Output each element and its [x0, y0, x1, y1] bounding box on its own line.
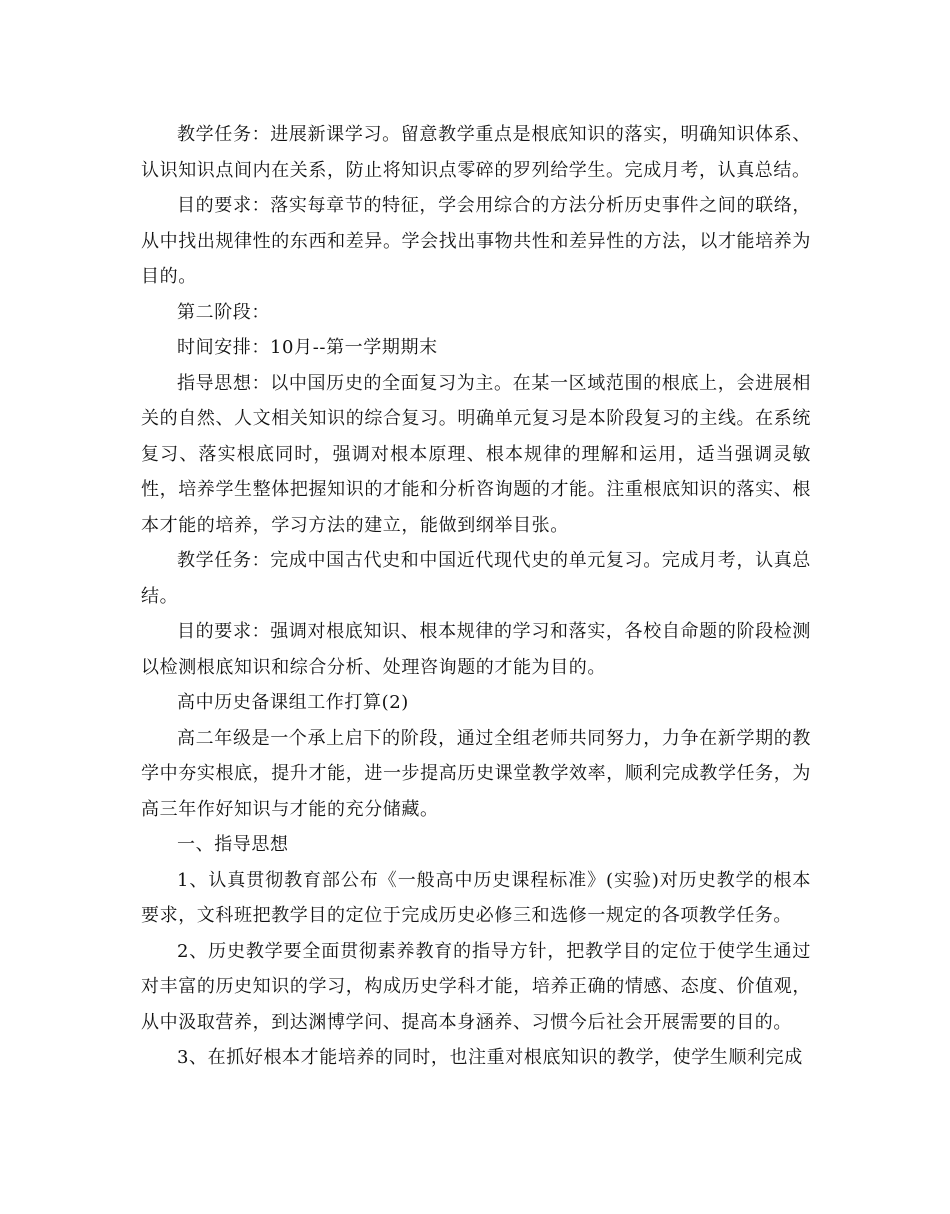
paragraph-plan-title: 高中历史备课组工作打算(2) [177, 692, 409, 713]
paragraph-grade-two-intro: 高二年级是一个承上启下的阶段，通过全组老师共同努力，力争在新学期的教学中夯实根底，提升才能，进一步提高历史课堂教学效率，顺利完成教学任务，为高三年作好知识与才能的充分储藏。 [141, 727, 811, 820]
paragraph-teaching-task-2: 教学任务：完成中国古代史和中国近代现代史的单元复习。完成月考，认真总结。 [141, 550, 811, 607]
paragraph-section-guiding-thought: 一、指导思想 [177, 834, 289, 855]
document-page [141, 117, 811, 1076]
paragraph-time-schedule: 时间安排：10月--第一学期期末 [177, 337, 438, 358]
paragraph-goal-requirement-2: 目的要求：强调对根底知识、根本规律的学习和落实，各校自命题的阶段检测以检测根底知识和综合分析、处理咨询题的才能为目的。 [141, 621, 811, 678]
paragraph-guiding-thought: 指导思想：以中国历史的全面复习为主。在某一区域范围的根底上，会进展相关的自然、人文相关知识的综合复习。明确单元复习是本阶段复习的主线。在系统复习、落实根底同时，强调对根本原理、根本规律的理解和运用，适当强调灵敏性，培养学生整体把握知识的才能和分析咨询题的才能。注重根底知识的落实、根本才能的培养，学习方法的建立，能做到纲举目张。 [141, 372, 811, 536]
paragraph-teaching-task-1: 教学任务：进展新课学习。留意教学重点是根底知识的落实，明确知识体系、认识知识点间内在关系，防止将知识点零碎的罗列给学生。完成月考，认真总结。 [141, 124, 811, 181]
paragraph-stage-two-heading: 第二阶段： [177, 301, 270, 323]
paragraph-goal-requirement-1: 目的要求：落实每章节的特征，学会用综合的方法分析历史事件之间的联络，从中找出规律性的东西和差异。学会找出事物共性和差异性的方法，以才能培养为目的。 [141, 195, 811, 287]
paragraph-item-2: 2、历史教学要全面贯彻素养教育的指导方针，把教学目的定位于使学生通过对丰富的历史知识的学习，构成历史学科才能，培养正确的情感、态度、价值观，从中汲取营养，到达渊博学问、提高本身涵养、习惯今后社会开展需要的目的。 [141, 940, 811, 1033]
paragraph-item-1: 1、认真贯彻教育部公布《一般高中历史课程标准》(实验)对历史教学的根本要求，文科班把教学目的定位于完成历史必修三和选修一规定的各项教学任务。 [141, 869, 811, 926]
paragraph-item-3: 3、在抓好根本才能培养的同时，也注重对根底知识的教学，使学生顺利完成 [177, 1047, 803, 1068]
